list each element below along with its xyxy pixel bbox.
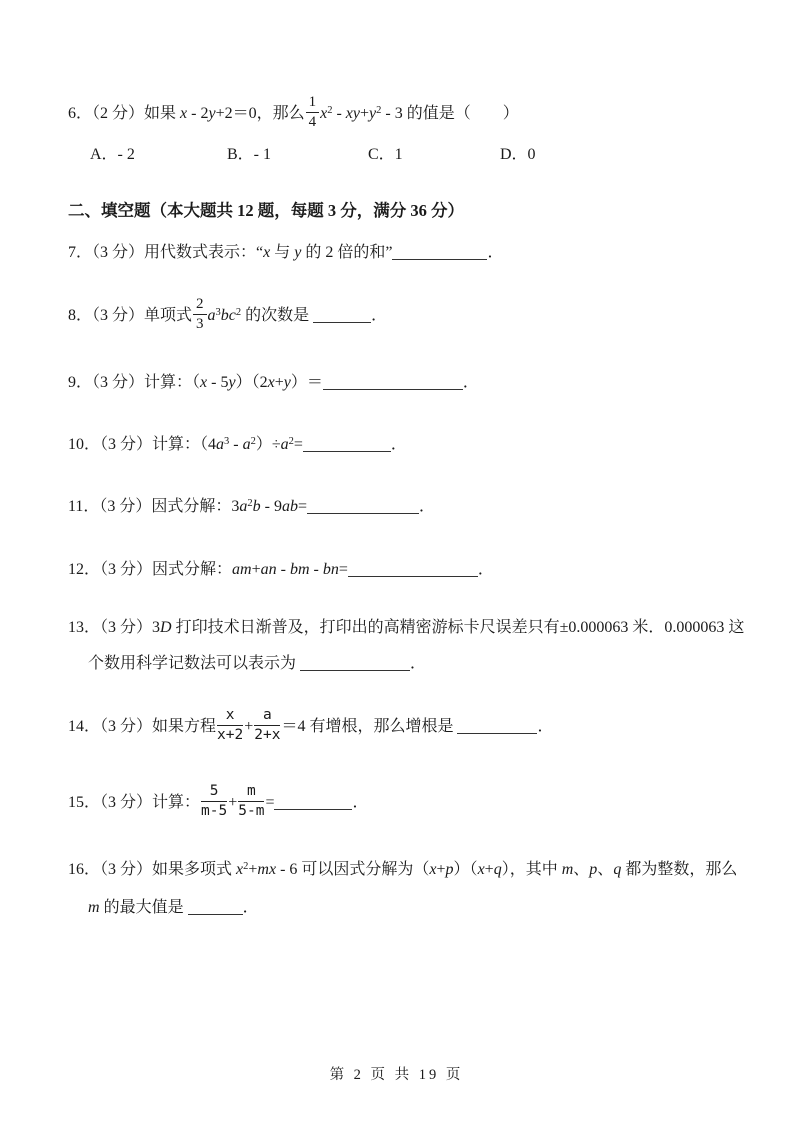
text-run: 7．（3 分）用代数式表示：“ bbox=[68, 244, 264, 261]
answer-blank bbox=[274, 807, 352, 810]
fraction-numerator: x bbox=[217, 707, 243, 726]
fraction-denominator: 3 bbox=[196, 315, 204, 332]
text-run: 11．（3 分）因式分解：3 bbox=[68, 498, 240, 515]
math-text: p bbox=[445, 861, 454, 878]
text-run: + bbox=[248, 861, 258, 878]
text-run: ）（2 bbox=[235, 374, 268, 391]
text-run: ． bbox=[477, 561, 494, 578]
text-run: 的最大值是 bbox=[99, 899, 188, 916]
text-run: 、 bbox=[597, 861, 614, 878]
text-run: 12．（3 分）因式分解： bbox=[68, 561, 233, 578]
superscript: 3 bbox=[215, 306, 221, 318]
text-run: + bbox=[359, 105, 370, 122]
answer-blank bbox=[313, 320, 371, 323]
text-run: 与 bbox=[270, 244, 295, 261]
question-16 bbox=[68, 852, 750, 926]
fraction-numerator: m bbox=[238, 783, 264, 802]
question-12 bbox=[68, 559, 730, 581]
text-run: - bbox=[229, 436, 243, 453]
question-8 bbox=[68, 293, 730, 341]
text-run: = bbox=[265, 794, 275, 811]
text-run: +2＝0，那么 bbox=[215, 105, 305, 122]
superscript: 2 bbox=[376, 104, 382, 116]
answer-blank bbox=[303, 449, 391, 452]
math-text: q bbox=[493, 861, 502, 878]
option-b: B．- 1 bbox=[227, 146, 272, 163]
text-run: ）＝ bbox=[290, 374, 323, 391]
option-d: D．0 bbox=[500, 146, 536, 163]
fraction bbox=[306, 94, 320, 132]
math-text: xy bbox=[345, 105, 360, 122]
question-10 bbox=[68, 434, 730, 458]
text-run: 9．（3 分）计算：（ bbox=[68, 374, 201, 391]
text-run: - 9 bbox=[260, 498, 282, 515]
question-11 bbox=[68, 496, 730, 520]
question-6-options bbox=[68, 144, 730, 166]
math-text: bm bbox=[289, 561, 310, 578]
text-run: - bbox=[309, 561, 323, 578]
text-run: - 3 的值是（ ） bbox=[381, 105, 519, 122]
question-7 bbox=[68, 242, 730, 264]
fraction-numerator: 2 bbox=[193, 296, 207, 315]
text-run: - bbox=[332, 105, 346, 122]
answer-blank bbox=[307, 511, 419, 514]
text-run: + bbox=[228, 794, 238, 811]
text-run: - 2 bbox=[187, 105, 209, 122]
superscript: 2 bbox=[247, 497, 253, 509]
fraction bbox=[201, 783, 227, 819]
superscript: 2 bbox=[327, 104, 333, 116]
fraction-denominator: 2+x bbox=[254, 726, 281, 743]
fraction bbox=[254, 707, 280, 743]
math-text: x bbox=[267, 374, 275, 391]
math-text: x bbox=[200, 374, 208, 391]
fraction-denominator: 4 bbox=[308, 113, 317, 130]
math-text: a bbox=[239, 498, 248, 515]
question-14 bbox=[68, 704, 730, 750]
text-run: + bbox=[251, 561, 261, 578]
math-text: bn bbox=[322, 561, 339, 578]
fraction-denominator: m-5 bbox=[201, 802, 228, 819]
math-text: ab bbox=[282, 498, 298, 515]
fraction-numerator: 1 bbox=[306, 94, 320, 113]
text-run: 都为整数，那么 bbox=[621, 861, 738, 878]
option-c: C．1 bbox=[368, 146, 403, 163]
text-run: 的次数是 bbox=[241, 307, 314, 324]
text-run: 8．（3 分）单项式 bbox=[68, 307, 193, 324]
math-text: a bbox=[216, 436, 225, 453]
math-text: x bbox=[180, 105, 188, 122]
superscript: 2 bbox=[235, 306, 242, 318]
text-run: ． bbox=[410, 655, 427, 672]
text-run: ． bbox=[242, 899, 259, 916]
text-run: - 6 可以因式分解为（ bbox=[276, 861, 430, 878]
math-text: y bbox=[228, 374, 236, 391]
math-text: D bbox=[160, 619, 172, 636]
superscript: 2 bbox=[243, 860, 249, 872]
text-run: ． bbox=[462, 374, 479, 391]
text-run: - bbox=[276, 561, 290, 578]
text-run: 的 2 倍的和” bbox=[301, 244, 393, 261]
fraction-denominator: x+2 bbox=[217, 726, 244, 743]
superscript: 3 bbox=[224, 435, 230, 447]
math-text: y bbox=[208, 105, 216, 122]
fraction bbox=[217, 707, 243, 743]
question-13 bbox=[68, 610, 750, 682]
text-run: - 5 bbox=[207, 374, 229, 391]
answer-blank bbox=[300, 668, 410, 671]
math-text: b bbox=[252, 498, 261, 515]
math-text: y bbox=[294, 244, 302, 261]
math-text: x bbox=[263, 244, 271, 261]
math-text: x bbox=[477, 861, 485, 878]
text-run: 打印技术日渐普及，打印出的高精密游标卡尺误差只有±0.000063 米．0.000063 这个数用科学记数法可以表示为 bbox=[88, 619, 745, 672]
math-text: m bbox=[561, 861, 574, 878]
question-9 bbox=[68, 372, 730, 394]
text-run: 、 bbox=[573, 861, 590, 878]
question-15 bbox=[68, 780, 730, 826]
text-run: = bbox=[338, 561, 348, 578]
text-run: 15．（3 分）计算： bbox=[68, 794, 201, 811]
math-text: m bbox=[88, 899, 100, 916]
text-run: = bbox=[298, 498, 308, 515]
section-heading-fill-in-blanks: 二、填空题（本大题共 12 题，每题 3 分，满分 36 分） bbox=[68, 201, 464, 220]
text-run: 10．（3 分）计算：（4 bbox=[68, 436, 217, 453]
math-text: y bbox=[283, 374, 291, 391]
math-text: mx bbox=[257, 861, 277, 878]
math-text: x bbox=[320, 105, 328, 122]
fraction bbox=[193, 296, 207, 334]
fraction-numerator: 5 bbox=[201, 783, 227, 802]
text-run: + bbox=[244, 718, 254, 735]
page-footer: 第 2 页 共 19 页 bbox=[329, 1067, 464, 1083]
text-run: 13．（3 分）3 bbox=[68, 619, 161, 636]
text-run: ）÷ bbox=[255, 436, 281, 453]
fraction-denominator: 5-m bbox=[238, 802, 265, 819]
text-run: ）（ bbox=[453, 861, 478, 878]
text-run: ），其中 bbox=[501, 861, 562, 878]
math-text: q bbox=[613, 861, 622, 878]
text-run: 16．（3 分）如果多项式 bbox=[68, 861, 237, 878]
text-run: 6．（2 分）如果 bbox=[68, 105, 181, 122]
math-text: x bbox=[429, 861, 437, 878]
text-run: 14．（3 分）如果方程 bbox=[68, 718, 217, 735]
answer-blank bbox=[188, 912, 243, 915]
math-text: x bbox=[236, 861, 244, 878]
fraction-numerator: a bbox=[254, 707, 280, 726]
math-text: a bbox=[280, 436, 289, 453]
text-run: ． bbox=[371, 307, 388, 324]
math-text: an bbox=[260, 561, 277, 578]
answer-blank bbox=[348, 574, 478, 577]
question-6 bbox=[68, 91, 730, 139]
text-run: ． bbox=[487, 244, 504, 261]
superscript: 2 bbox=[250, 435, 256, 447]
text-run: ＝4 有增根，那么增根是 bbox=[281, 718, 458, 735]
math-text: a bbox=[242, 436, 251, 453]
text-run: = bbox=[293, 436, 303, 453]
fraction bbox=[238, 783, 264, 819]
text-run: + bbox=[436, 861, 446, 878]
text-run: ． bbox=[537, 718, 554, 735]
math-text: bc bbox=[220, 307, 236, 324]
text-run: ． bbox=[352, 794, 369, 811]
text-run: ． bbox=[390, 436, 407, 453]
math-text: am bbox=[232, 561, 252, 578]
text-run: + bbox=[274, 374, 284, 391]
math-text: y bbox=[369, 105, 377, 122]
superscript: 2 bbox=[288, 435, 294, 447]
answer-blank bbox=[392, 257, 487, 260]
option-a: A．- 2 bbox=[90, 146, 135, 163]
math-text: a bbox=[207, 307, 216, 324]
text-run: ． bbox=[419, 498, 436, 515]
answer-blank bbox=[323, 387, 463, 390]
text-run: + bbox=[484, 861, 494, 878]
answer-blank bbox=[457, 731, 537, 734]
math-text: p bbox=[589, 861, 598, 878]
